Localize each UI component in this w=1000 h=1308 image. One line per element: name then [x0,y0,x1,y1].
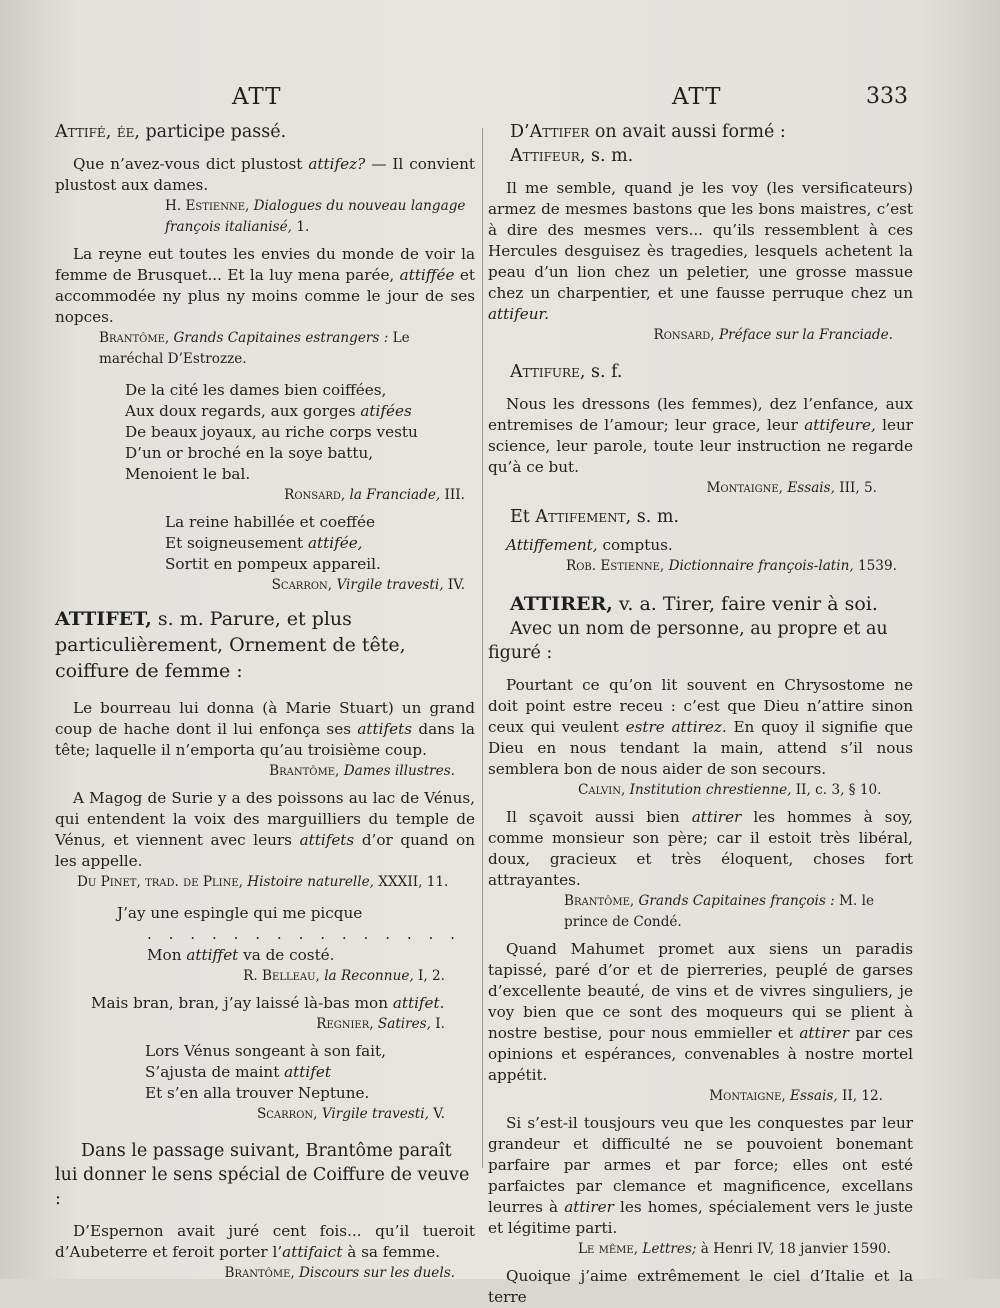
quotation: A Magog de Surie y a des poissons au lac de Vénus, qui entendent la voix des marguilliers du temple de Vénus, et viennent avec leurs attifets d’or quand on les appelle. [55,789,475,870]
verse-line: La reine habillée et coeffée [165,513,375,531]
verse-line: Mais bran, bran, j’ay laissé là-bas mon attifet. [91,994,445,1012]
verse-line: J’ay une espingle qui me picque [117,904,363,922]
quotation: Pourtant ce qu’on lit souvent en Chrysostome ne doit point estre receu : c’est que Dieu n’attire sinon ceux qui veulent estre attirez. En quoy il signifie que Dieu en nous tendant la main, attend s’il nous semblera bon de nous aider de son secours. [488,676,913,778]
verse-line: Menoient le bal. [125,465,251,483]
quotation: Le bourreau lui donna (à Marie Stuart) un grand coup de hache dont il lui enfonça ses attifets dans la tête; laquelle il n’emporta qu’au troisième coup. [55,699,475,759]
quotation: Quoique j’aime extrêmement le ciel d’Italie et la terre [488,1267,913,1306]
verse-line: S’ajusta de maint attifet [145,1063,331,1081]
citation: Brantôme, Discours sur les duels. [224,1265,455,1281]
citation: Du Pinet, trad. de Pline, Histoire naturelle, XXXII, 11. [77,874,449,890]
entry-headword-attifet: ATTIFET, s. m. Parure, et plus particulièrement, Ornement de tête, coiffure de femme : [55,608,406,682]
entry-headword-attirer: ATTIRER, v. a. Tirer, faire venir à soi. [510,593,878,615]
verse-line: Lors Vénus songeant à son fait, [145,1042,386,1060]
verse-line: Sortit en pompeux appareil. [165,555,381,573]
left-column [55,120,475,1284]
citation: Brantôme, Grands Capitaines estrangers : Le maréchal D’Estrozze. [99,330,410,367]
entry-intro-attifer: D’Attifer on avait aussi formé : [510,122,786,142]
page-number: 333 [866,84,908,109]
entry-headword-attifement: Et Attifement, s. m. [510,507,680,527]
verse-line: Et soigneusement attifée, [165,534,363,552]
verse-line: De la cité les dames bien coiffées, [125,381,387,399]
quotation: D’Espernon avait juré cent fois... qu’il tueroit d’Aubeterre et feroit porter l’attifaict à sa femme. [55,1222,475,1261]
verse-line: Mon attiffet va de costé. [147,946,335,964]
citation: Regnier, Satires, I. [316,1016,445,1032]
quotation: Il sçavoit aussi bien attirer les hommes à soy, comme monsieur son père; car il estoit très libéral, doux, gracieux et très éloquent, choses fort attrayantes. [488,808,914,889]
verse-line: Aux doux regards, aux gorges atifées [125,402,412,420]
ellipsis-dots: . . . . . . . . . . . . . . . [147,925,462,943]
entry-headword-attifeur: Attifeur, s. m. [510,146,634,166]
quotation: Que n’avez-vous dict plustost attifez? — Il convient plustost aux dames. [55,155,475,194]
quotation: Attiffement, comptus. [506,536,673,554]
column-divider [482,128,483,1168]
citation: Rob. Estienne, Dictionnaire françois-latin, 1539. [566,558,897,574]
citation: Montaigne, Essais, II, 12. [709,1088,883,1104]
entry-headword-attife: Attifé, ée, participe passé. [55,122,287,142]
quotation: Nous les dressons (les femmes), dez l’enfance, aux entremises de l’amour; leur grace, leur attifeure, leur science, leur parole, toute leur instruction ne regarde qu’à ce but. [488,395,913,476]
citation: Scarron, Virgile travesti, V. [256,1106,445,1122]
quotation: Si s’est-il tousjours veu que les conquestes par leur grandeur et difficulté ne se pouvoient bonemant parfaire par armes et par force; elles ont esté parfaictes par clemance et magnificence, excellans leurres à attirer les homes, spécialement vers le juste et légitime parti. [488,1114,913,1237]
citation: Montaigne, Essais, III, 5. [706,480,877,496]
citation: Brantôme, Dames illustres. [269,763,455,779]
quotation: La reyne eut toutes les envies du monde de voir la femme de Brusquet... Et la luy mena parée, attiffée et accommodée ny plus ny moins comme le jour de ses nopces. [55,245,475,326]
citation: H. Estienne, Dialogues du nouveau langage françois italianisé, 1. [165,198,466,235]
usage-note: Avec un nom de personne, au propre et au figuré : [488,619,888,663]
verse-line: D’un or broché en la soye battu, [125,444,374,462]
verse-line: Et s’en alla trouver Neptune. [145,1084,370,1102]
citation: Ronsard, Préface sur la Franciade. [653,327,893,343]
citation: Scarron, Virgile travesti, IV. [271,577,465,593]
quotation: Il me semble, quand je les voy (les versificateurs) armez de mesmes bastons que les bons maistres, c’est à dire des mesmes vers... qu’ils ressemblent à ces Hercules desguisez ès tragedies, lesquels achetent la peau d’un lion chez un peletier, une grosse massue chez un charpentier, et une fausse perruque chez un attifeur. [488,179,913,323]
usage-note: Dans le passage suivant, Brantôme paraît lui donner le sens spécial de Coiffure de veuve : [55,1141,470,1209]
right-column [488,120,913,1308]
verse-line: De beaux joyaux, au riche corps vestu [125,423,418,441]
citation: Ronsard, la Franciade, III. [284,487,465,503]
running-head-left: ATT [232,84,282,110]
citation: R. Belleau, la Reconnue, I, 2. [243,968,445,984]
citation: Brantôme, Grands Capitaines françois : M. le prince de Condé. [564,893,875,930]
entry-headword-attifure: Attifure, s. f. [510,362,623,382]
quotation: Quand Mahumet promet aux siens un paradis tapissé, paré d’or et de pierreries, peuplé de garses d’excellente beauté, de vins et de vivres singuliers, je voy bien que ce sont des moqueurs qui se plient à nostre bestise, pour nous emmieller et attirer par ces opinions et espérances, convenables à nostre mortel appétit. [488,940,913,1084]
running-head-right: ATT [672,84,722,110]
citation: Le même, Lettres; à Henri IV, 18 janvier 1590. [578,1241,892,1257]
citation: Calvin, Institution chrestienne, II, c. 3, § 10. [578,782,882,798]
